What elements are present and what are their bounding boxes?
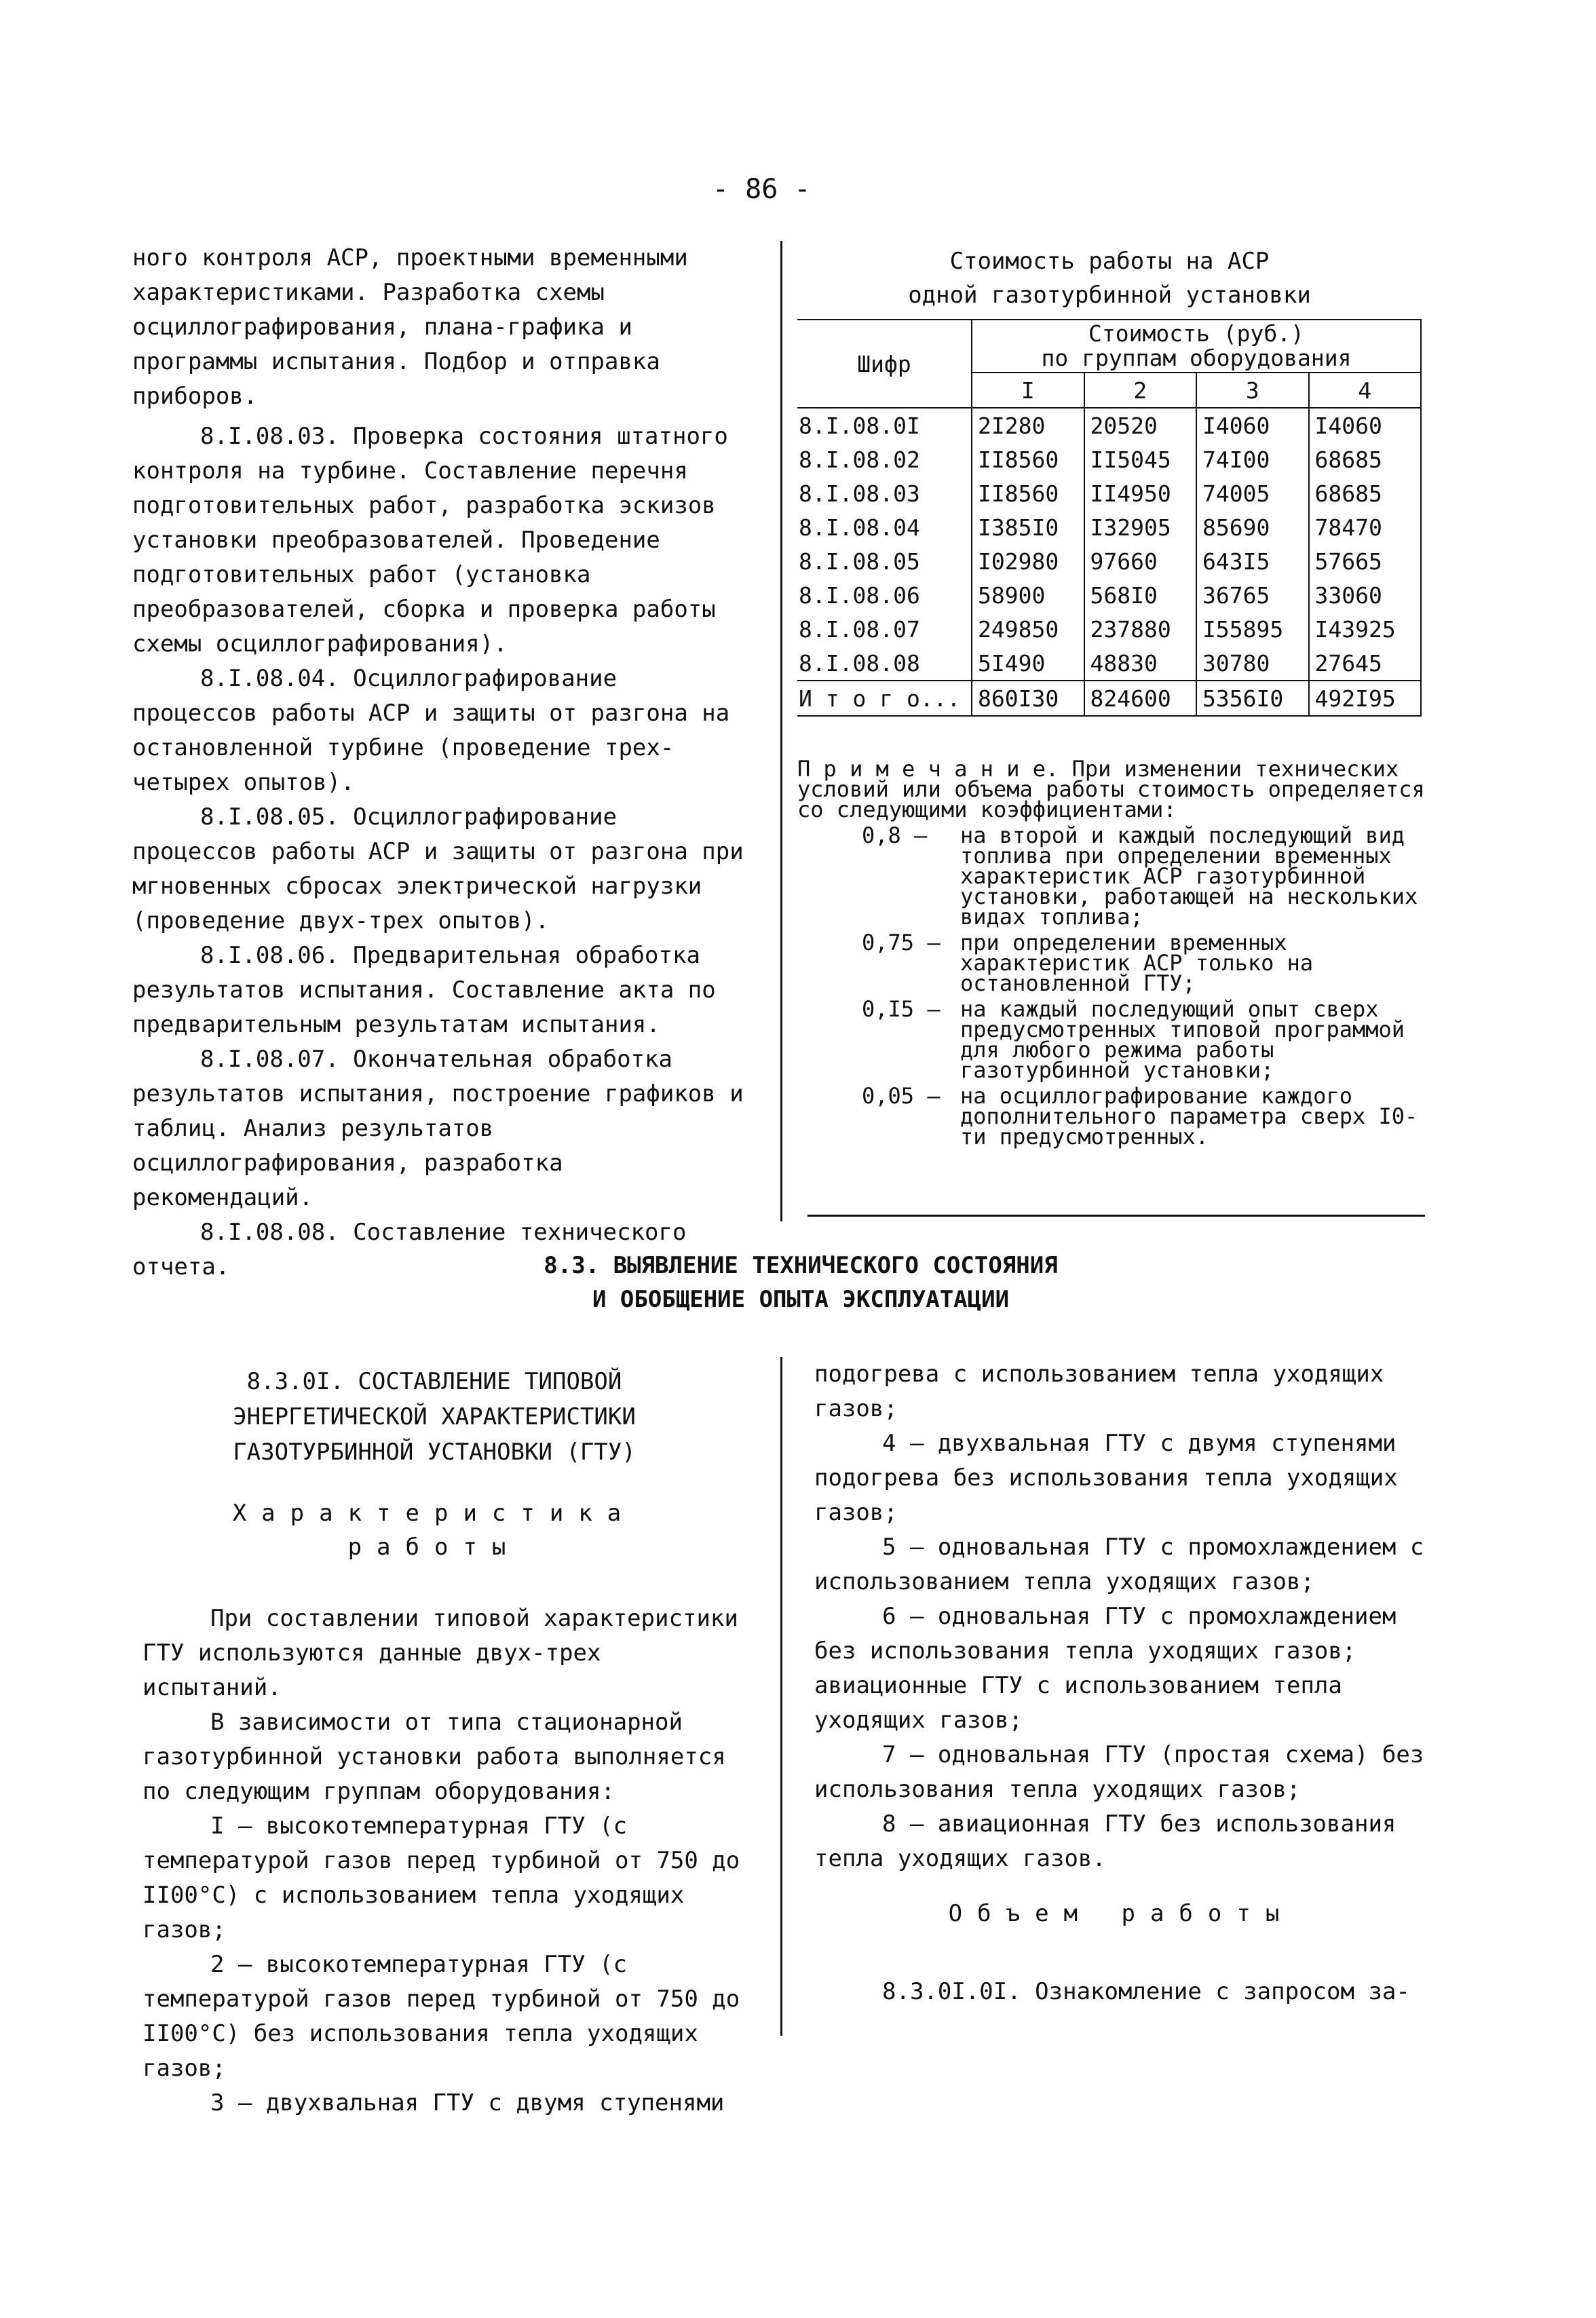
row-code: 8.I.08.0I: [797, 408, 972, 442]
paragraph: 3 – двухвальная ГТУ с двумя ступенями: [210, 2089, 725, 2116]
total-value: 860I30: [972, 681, 1084, 716]
table-row: [797, 408, 1421, 442]
table-row: [797, 578, 1421, 612]
row-code: 8.I.08.02: [797, 442, 972, 476]
paragraph: 8.I.08.08. Составление технического отчета.: [132, 1219, 687, 1280]
cell-value: 249850: [972, 612, 1084, 646]
row-code: 8.I.08.03: [797, 476, 972, 510]
cell-value: 20520: [1084, 408, 1197, 442]
cell-value: 74005: [1196, 476, 1309, 510]
row-code: 8.I.08.05: [797, 544, 972, 578]
note-item: [797, 1083, 1428, 1150]
table-note: [797, 756, 1428, 1150]
cell-value: 27645: [1309, 646, 1422, 681]
table-row: [797, 612, 1421, 646]
paragraph: 8.I.08.04. Осциллографирование процессов работы АСР и защиты от разгона на остановленной турбине (проведение трех-четырех опытов).: [132, 665, 730, 796]
cell-value: 78470: [1309, 510, 1422, 544]
group-header: 4: [1309, 373, 1422, 408]
volume-heading: Объем работы: [948, 1900, 1295, 1927]
characteristic-heading-line: работы: [347, 1534, 521, 1561]
page-number: - 86 -: [712, 174, 811, 205]
row-code: 8.I.08.08: [797, 646, 972, 681]
paragraph: 4 – двухвальная ГТУ с двумя ступенями подогрева без использования тепла уходящих газов;: [814, 1430, 1398, 1526]
subsection-heading-line: ЭНЕРГЕТИЧЕСКОЙ ХАРАКТЕРИСТИКИ: [233, 1403, 636, 1430]
cell-value: 568I0: [1084, 578, 1197, 612]
total-label: И т о г о...: [797, 681, 972, 716]
table-title-line: Стоимость работы на АСР: [949, 248, 1270, 275]
note-coefficient: 0,75 –: [862, 930, 940, 955]
cell-value: 5I490: [972, 646, 1084, 681]
column-divider: [780, 1357, 782, 2036]
subsection-heading: [163, 1364, 706, 1470]
note-coefficient: 0,8 –: [862, 822, 928, 848]
cell-value: 30780: [1196, 646, 1309, 681]
cost-table: [797, 319, 1422, 717]
cell-value: I4060: [1196, 408, 1309, 442]
section-heading: [407, 1249, 1194, 1316]
note-bottom-rule: [808, 1215, 1425, 1217]
group-header: 3: [1196, 373, 1309, 408]
subsection-heading-line: 8.3.0I. СОСТАВЛЕНИЕ ТИПОВОЙ: [246, 1368, 622, 1395]
note-item: [797, 822, 1428, 930]
total-value: 824600: [1084, 681, 1197, 716]
left-column-bottom: [142, 1601, 753, 2121]
cell-value: 643I5: [1196, 544, 1309, 578]
cell-value: 85690: [1196, 510, 1309, 544]
row-code: 8.I.08.04: [797, 510, 972, 544]
cell-value: 97660: [1084, 544, 1197, 578]
table-row: [797, 442, 1421, 476]
note-head: П р и м е ч а н и е. При изменении технических условий или объема работы стоимость определяется со следующими коэффициентами:: [797, 756, 1425, 822]
cell-value: 57665: [1309, 544, 1422, 578]
row-code: 8.I.08.06: [797, 578, 972, 612]
cell-value: I02980: [972, 544, 1084, 578]
cell-value: 237880: [1084, 612, 1197, 646]
cell-value: II8560: [972, 442, 1084, 476]
paragraph: В зависимости от типа стационарной газотурбинной установки работа выполняется по следующим группам оборудования:: [142, 1709, 726, 1805]
note-text: на каждый последующий опыт сверх предусмотренных типовой программой для любого режима работы газотурбинной установки;: [960, 996, 1405, 1083]
paragraph: I – высокотемпературная ГТУ (с температурой газов перед турбиной от 750 до II00°С) с использованием тепла уходящих газов;: [142, 1812, 740, 1943]
table-row: [797, 476, 1421, 510]
cell-value: I4060: [1309, 408, 1422, 442]
group-header: 2: [1084, 373, 1197, 408]
group-header: I: [972, 373, 1084, 408]
subsection-heading-line: ГАЗОТУРБИННОЙ УСТАНОВКИ (ГТУ): [233, 1439, 636, 1466]
paragraph: ного контроля АСР, проектными временными характеристиками. Разработка схемы осциллографирования, плана-графика и программы испытания. Подбор и отправка приборов.: [132, 244, 688, 410]
paragraph: 8.I.08.05. Осциллографирование процессов работы АСР и защиты от разгона при мгновенных сбросах электрической нагрузки (проведение двух-трех опытов).: [132, 803, 744, 934]
paragraph: 8.I.08.03. Проверка состояния штатного контроля на турбине. Составление перечня подготовительных работ, разработка эскизов установки преобразователей. Проведение подготовительных работ (установка преобразователей, сборка и проверка работы схемы осциллографирования).: [132, 423, 728, 658]
cell-value: II5045: [1084, 442, 1197, 476]
row-code: 8.I.08.07: [797, 612, 972, 646]
note-item: [797, 996, 1428, 1083]
note-coefficient: 0,I5 –: [862, 996, 940, 1022]
cell-value: II4950: [1084, 476, 1197, 510]
right-column-bottom: [814, 1357, 1428, 1876]
paragraph: При составлении типовой характеристики ГТУ используются данные двух-трех испытаний.: [142, 1605, 738, 1701]
table-row: [797, 646, 1421, 681]
column-divider: [780, 241, 782, 1221]
paragraph: подогрева с использованием тепла уходящих газов;: [814, 1361, 1384, 1422]
cell-value: 48830: [1084, 646, 1197, 681]
col-cost-header: [972, 320, 1421, 373]
cell-value: 74I00: [1196, 442, 1309, 476]
paragraph: 8.I.08.06. Предварительная обработка результатов испытания. Составление акта по предварительным результатам испытания.: [132, 942, 716, 1038]
cell-value: 36765: [1196, 578, 1309, 612]
note-item: [797, 930, 1428, 996]
col-cost-header-line: Стоимость (руб.): [1088, 320, 1304, 347]
cell-value: 33060: [1309, 578, 1422, 612]
paragraph: 8 – авиационная ГТУ без использования тепла уходящих газов.: [814, 1810, 1396, 1872]
total-value: 492I95: [1309, 681, 1422, 716]
note-text: на осциллографирование каждого дополнительного параметра сверх I0-ти предусмотренных.: [960, 1083, 1418, 1150]
characteristic-heading: [197, 1496, 672, 1564]
section-heading-line: 8.3. ВЫЯВЛЕНИЕ ТЕХНИЧЕСКОГО СОСТОЯНИЯ: [544, 1252, 1058, 1279]
cell-value: 68685: [1309, 476, 1422, 510]
note-text: при определении временных характеристик АСР только на остановленной ГТУ;: [960, 930, 1314, 996]
cell-value: I32905: [1084, 510, 1197, 544]
section-heading-line: И ОБОБЩЕНИЕ ОПЫТА ЭКСПЛУАТАЦИИ: [592, 1286, 1010, 1313]
cell-value: I43925: [1309, 612, 1422, 646]
table-row: [797, 510, 1421, 544]
col-cost-header-line: по группам оборудования: [1041, 345, 1352, 371]
table-row: [797, 544, 1421, 578]
table-title-line: одной газотурбинной установки: [908, 282, 1311, 309]
cell-value: 58900: [972, 578, 1084, 612]
paragraph: 8.3.0I.0I. Ознакомление с запросом за-: [882, 1978, 1410, 2005]
cell-value: 68685: [1309, 442, 1422, 476]
paragraph: 8.I.08.07. Окончательная обработка результатов испытания, построение графиков и таблиц. Анализ результатов осциллографирования, разработка рекомендаций.: [132, 1046, 744, 1211]
paragraph: 6 – одновальная ГТУ с промохлаждением без использования тепла уходящих газов; авиационные ГТУ с использованием тепла уходящих газов;: [814, 1603, 1396, 1734]
left-column-top: [132, 241, 750, 1285]
paragraph: 2 – высокотемпературная ГТУ (с температурой газов перед турбиной от 750 до II00°С) без использования тепла уходящих газов;: [142, 1951, 740, 2082]
table-header-row: [797, 320, 1421, 373]
table-total-row: [797, 681, 1421, 716]
cell-value: I385I0: [972, 510, 1084, 544]
total-value: 5356I0: [1196, 681, 1309, 716]
cell-value: II8560: [972, 476, 1084, 510]
col-code-header: Шифр: [797, 320, 972, 408]
table-title: [804, 244, 1415, 312]
cell-value: I55895: [1196, 612, 1309, 646]
characteristic-heading-line: Характеристика: [232, 1500, 636, 1527]
cell-value: 2I280: [972, 408, 1084, 442]
paragraph: 5 – одновальная ГТУ с промохлаждением с использованием тепла уходящих газов;: [814, 1534, 1424, 1595]
note-text: на второй и каждый последующий вид топлива при определении временных характеристик АСР газотурбинной установки, работающей на нескольких видах топлива;: [960, 822, 1418, 930]
paragraph: 7 – одновальная ГТУ (простая схема) без использования тепла уходящих газов;: [814, 1741, 1424, 1803]
note-coefficient: 0,05 –: [862, 1083, 940, 1109]
